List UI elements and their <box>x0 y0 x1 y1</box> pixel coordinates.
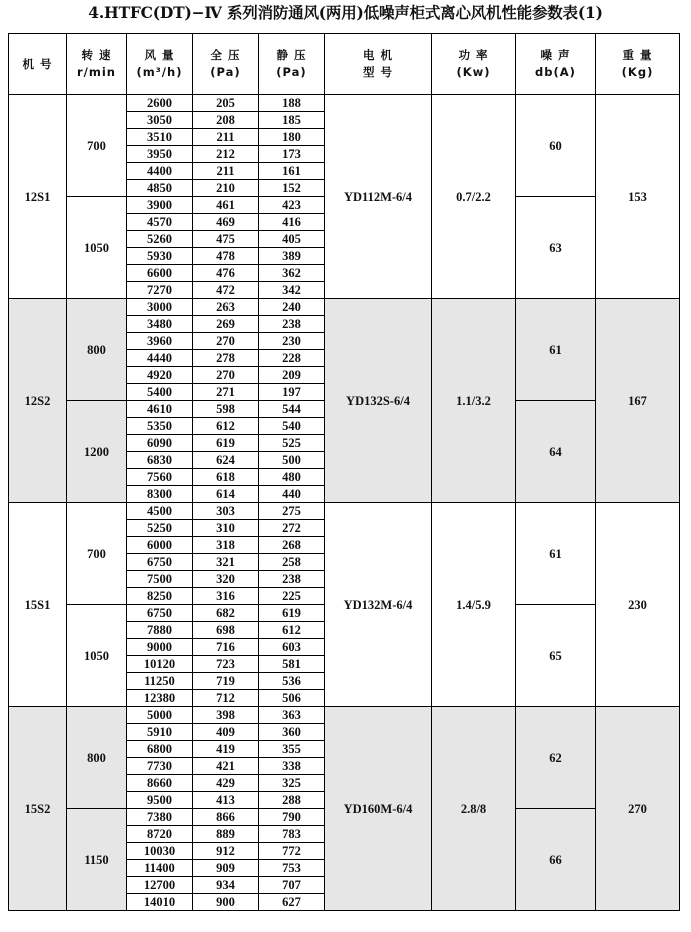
header-line: (Pa) <box>276 65 307 79</box>
airflow-cell: 7500 <box>127 571 193 588</box>
airflow-cell: 8720 <box>127 826 193 843</box>
static-pressure-cell: 416 <box>259 214 325 231</box>
airflow-cell: 8250 <box>127 588 193 605</box>
total-pressure-cell: 912 <box>193 843 259 860</box>
total-pressure-cell: 318 <box>193 537 259 554</box>
header-line: (Kg) <box>621 65 654 79</box>
speed-cell: 700 <box>67 503 127 605</box>
airflow-cell: 3950 <box>127 146 193 163</box>
static-pressure-cell: 500 <box>259 452 325 469</box>
model-cell: 15S2 <box>9 707 67 911</box>
header-line: r/min <box>77 65 116 79</box>
header-line: 风 量 <box>144 48 175 62</box>
airflow-cell: 6830 <box>127 452 193 469</box>
airflow-cell: 7380 <box>127 809 193 826</box>
total-pressure-cell: 682 <box>193 605 259 622</box>
motor-model-cell: YD132M-6/4 <box>325 503 432 707</box>
speed-cell: 800 <box>67 299 127 401</box>
table-row <box>9 299 680 316</box>
total-pressure-cell: 398 <box>193 707 259 724</box>
total-pressure-cell: 719 <box>193 673 259 690</box>
header-line: 机 号 <box>22 56 53 71</box>
static-pressure-cell: 275 <box>259 503 325 520</box>
airflow-cell: 7880 <box>127 622 193 639</box>
static-pressure-cell: 790 <box>259 809 325 826</box>
motor-model-cell: YD132S-6/4 <box>325 299 432 503</box>
airflow-cell: 3000 <box>127 299 193 316</box>
airflow-cell: 4920 <box>127 367 193 384</box>
speed-cell: 800 <box>67 707 127 809</box>
table-row <box>9 707 680 724</box>
weight-cell: 230 <box>596 503 680 707</box>
total-pressure-cell: 409 <box>193 724 259 741</box>
airflow-cell: 7730 <box>127 758 193 775</box>
static-pressure-cell: 152 <box>259 180 325 197</box>
total-pressure-cell: 303 <box>193 503 259 520</box>
airflow-cell: 7270 <box>127 282 193 299</box>
static-pressure-cell: 536 <box>259 673 325 690</box>
noise-cell: 64 <box>516 401 596 503</box>
static-pressure-cell: 480 <box>259 469 325 486</box>
airflow-cell: 8300 <box>127 486 193 503</box>
airflow-cell: 10120 <box>127 656 193 673</box>
total-pressure-cell: 270 <box>193 333 259 350</box>
total-pressure-cell: 712 <box>193 690 259 707</box>
total-pressure-cell: 478 <box>193 248 259 265</box>
static-pressure-cell: 225 <box>259 588 325 605</box>
static-pressure-cell: 258 <box>259 554 325 571</box>
total-pressure-cell: 934 <box>193 877 259 894</box>
header-line: (Pa) <box>210 65 241 79</box>
weight-cell: 270 <box>596 707 680 911</box>
airflow-cell: 2600 <box>127 95 193 112</box>
static-pressure-cell: 355 <box>259 741 325 758</box>
static-pressure-cell: 360 <box>259 724 325 741</box>
table-row <box>9 503 680 520</box>
airflow-cell: 4400 <box>127 163 193 180</box>
total-pressure-cell: 475 <box>193 231 259 248</box>
airflow-cell: 5260 <box>127 231 193 248</box>
static-pressure-cell: 161 <box>259 163 325 180</box>
airflow-cell: 6000 <box>127 537 193 554</box>
static-pressure-cell: 180 <box>259 129 325 146</box>
total-pressure-cell: 612 <box>193 418 259 435</box>
performance-table <box>8 33 679 922</box>
static-pressure-cell: 338 <box>259 758 325 775</box>
static-pressure-cell: 209 <box>259 367 325 384</box>
airflow-cell: 5000 <box>127 707 193 724</box>
page-title: 4.HTFC(DT)−Ⅳ 系列消防通风(两用)低噪声柜式离心风机性能参数表(1) <box>88 3 603 22</box>
speed-cell: 1200 <box>67 401 127 503</box>
header-line: 型 号 <box>362 65 393 79</box>
total-pressure-cell: 619 <box>193 435 259 452</box>
total-pressure-cell: 429 <box>193 775 259 792</box>
model-cell: 12S2 <box>9 299 67 503</box>
airflow-cell: 5910 <box>127 724 193 741</box>
total-pressure-cell: 211 <box>193 129 259 146</box>
total-pressure-cell: 316 <box>193 588 259 605</box>
airflow-cell: 9500 <box>127 792 193 809</box>
static-pressure-cell: 783 <box>259 826 325 843</box>
static-pressure-cell: 753 <box>259 860 325 877</box>
airflow-cell: 3960 <box>127 333 193 350</box>
total-pressure-cell: 212 <box>193 146 259 163</box>
header-line: (Kw) <box>456 65 491 79</box>
static-pressure-cell: 173 <box>259 146 325 163</box>
total-pressure-cell: 909 <box>193 860 259 877</box>
header-line: 转 速 <box>81 48 112 62</box>
header-speed <box>67 34 127 95</box>
airflow-cell: 7560 <box>127 469 193 486</box>
header-weight <box>596 34 680 95</box>
static-pressure-cell: 230 <box>259 333 325 350</box>
header-power <box>432 34 516 95</box>
airflow-cell: 6750 <box>127 554 193 571</box>
static-pressure-cell: 525 <box>259 435 325 452</box>
total-pressure-cell: 472 <box>193 282 259 299</box>
power-cell: 1.1/3.2 <box>432 299 516 503</box>
header-row <box>9 34 680 95</box>
total-pressure-cell: 723 <box>193 656 259 673</box>
noise-cell: 61 <box>516 299 596 401</box>
airflow-cell: 4440 <box>127 350 193 367</box>
total-pressure-cell: 598 <box>193 401 259 418</box>
airflow-cell: 5400 <box>127 384 193 401</box>
static-pressure-cell: 405 <box>259 231 325 248</box>
airflow-cell: 9000 <box>127 639 193 656</box>
static-pressure-cell: 363 <box>259 707 325 724</box>
total-pressure-cell: 618 <box>193 469 259 486</box>
speed-cell: 1050 <box>67 197 127 299</box>
total-pressure-cell: 469 <box>193 214 259 231</box>
model-cell: 15S1 <box>9 503 67 707</box>
total-pressure-cell: 278 <box>193 350 259 367</box>
airflow-cell: 6800 <box>127 741 193 758</box>
static-pressure-cell: 627 <box>259 894 325 911</box>
static-pressure-cell: 197 <box>259 384 325 401</box>
airflow-cell: 6600 <box>127 265 193 282</box>
total-pressure-cell: 263 <box>193 299 259 316</box>
total-pressure-cell: 866 <box>193 809 259 826</box>
total-pressure-cell: 271 <box>193 384 259 401</box>
table-row <box>9 95 680 112</box>
total-pressure-cell: 211 <box>193 163 259 180</box>
noise-cell: 66 <box>516 809 596 911</box>
static-pressure-cell: 228 <box>259 350 325 367</box>
airflow-cell: 6750 <box>127 605 193 622</box>
static-pressure-cell: 540 <box>259 418 325 435</box>
airflow-cell: 3900 <box>127 197 193 214</box>
airflow-cell: 4570 <box>127 214 193 231</box>
total-pressure-cell: 698 <box>193 622 259 639</box>
static-pressure-cell: 238 <box>259 571 325 588</box>
static-pressure-cell: 188 <box>259 95 325 112</box>
header-line: 噪 声 <box>540 48 571 62</box>
weight-cell: 153 <box>596 95 680 299</box>
airflow-cell: 11400 <box>127 860 193 877</box>
static-pressure-cell: 603 <box>259 639 325 656</box>
noise-cell: 62 <box>516 707 596 809</box>
static-pressure-cell: 240 <box>259 299 325 316</box>
total-pressure-cell: 413 <box>193 792 259 809</box>
header-line: 全 压 <box>210 48 241 62</box>
total-pressure-cell: 421 <box>193 758 259 775</box>
static-pressure-cell: 612 <box>259 622 325 639</box>
header-line: db(A) <box>535 65 576 79</box>
noise-cell: 65 <box>516 605 596 707</box>
header-line: 静 压 <box>276 48 307 62</box>
total-pressure-cell: 269 <box>193 316 259 333</box>
motor-model-cell: YD160M-6/4 <box>325 707 432 911</box>
header-line: 功 率 <box>458 48 489 62</box>
static-pressure-cell: 544 <box>259 401 325 418</box>
static-pressure-cell: 238 <box>259 316 325 333</box>
static-pressure-cell: 185 <box>259 112 325 129</box>
static-pressure-cell: 619 <box>259 605 325 622</box>
header-total-pressure <box>193 34 259 95</box>
airflow-cell: 4500 <box>127 503 193 520</box>
static-pressure-cell: 772 <box>259 843 325 860</box>
power-cell: 0.7/2.2 <box>432 95 516 299</box>
header-line: (m³/h) <box>136 65 183 79</box>
airflow-cell: 5350 <box>127 418 193 435</box>
motor-model-cell: YD112M-6/4 <box>325 95 432 299</box>
header-line: 电 机 <box>362 48 393 62</box>
airflow-cell: 12700 <box>127 877 193 894</box>
airflow-cell: 3510 <box>127 129 193 146</box>
total-pressure-cell: 270 <box>193 367 259 384</box>
speed-cell: 1150 <box>67 809 127 911</box>
airflow-cell: 11250 <box>127 673 193 690</box>
header-noise <box>516 34 596 95</box>
noise-cell: 61 <box>516 503 596 605</box>
total-pressure-cell: 208 <box>193 112 259 129</box>
static-pressure-cell: 268 <box>259 537 325 554</box>
speed-cell: 1050 <box>67 605 127 707</box>
airflow-cell: 4850 <box>127 180 193 197</box>
airflow-cell: 3480 <box>127 316 193 333</box>
header-line: 重 量 <box>622 48 653 62</box>
static-pressure-cell: 272 <box>259 520 325 537</box>
power-cell: 2.8/8 <box>432 707 516 911</box>
airflow-cell: 6090 <box>127 435 193 452</box>
airflow-cell: 5250 <box>127 520 193 537</box>
noise-cell: 63 <box>516 197 596 299</box>
header-motor-model <box>325 34 432 95</box>
model-cell: 12S1 <box>9 95 67 299</box>
airflow-cell: 10030 <box>127 843 193 860</box>
header-airflow <box>127 34 193 95</box>
total-pressure-cell: 461 <box>193 197 259 214</box>
airflow-cell: 14010 <box>127 894 193 911</box>
total-pressure-cell: 476 <box>193 265 259 282</box>
static-pressure-cell: 506 <box>259 690 325 707</box>
speed-cell: 700 <box>67 95 127 197</box>
airflow-cell: 8660 <box>127 775 193 792</box>
noise-cell: 60 <box>516 95 596 197</box>
total-pressure-cell: 210 <box>193 180 259 197</box>
total-pressure-cell: 900 <box>193 894 259 911</box>
header-static-pressure <box>259 34 325 95</box>
static-pressure-cell: 389 <box>259 248 325 265</box>
static-pressure-cell: 707 <box>259 877 325 894</box>
total-pressure-cell: 419 <box>193 741 259 758</box>
total-pressure-cell: 321 <box>193 554 259 571</box>
total-pressure-cell: 624 <box>193 452 259 469</box>
static-pressure-cell: 440 <box>259 486 325 503</box>
airflow-cell: 5930 <box>127 248 193 265</box>
total-pressure-cell: 320 <box>193 571 259 588</box>
header-model <box>9 34 67 95</box>
airflow-cell: 12380 <box>127 690 193 707</box>
static-pressure-cell: 581 <box>259 656 325 673</box>
total-pressure-cell: 205 <box>193 95 259 112</box>
total-pressure-cell: 614 <box>193 486 259 503</box>
total-pressure-cell: 310 <box>193 520 259 537</box>
static-pressure-cell: 325 <box>259 775 325 792</box>
total-pressure-cell: 716 <box>193 639 259 656</box>
total-pressure-cell: 889 <box>193 826 259 843</box>
power-cell: 1.4/5.9 <box>432 503 516 707</box>
airflow-cell: 4610 <box>127 401 193 418</box>
static-pressure-cell: 288 <box>259 792 325 809</box>
static-pressure-cell: 342 <box>259 282 325 299</box>
static-pressure-cell: 362 <box>259 265 325 282</box>
static-pressure-cell: 423 <box>259 197 325 214</box>
airflow-cell: 3050 <box>127 112 193 129</box>
weight-cell: 167 <box>596 299 680 503</box>
